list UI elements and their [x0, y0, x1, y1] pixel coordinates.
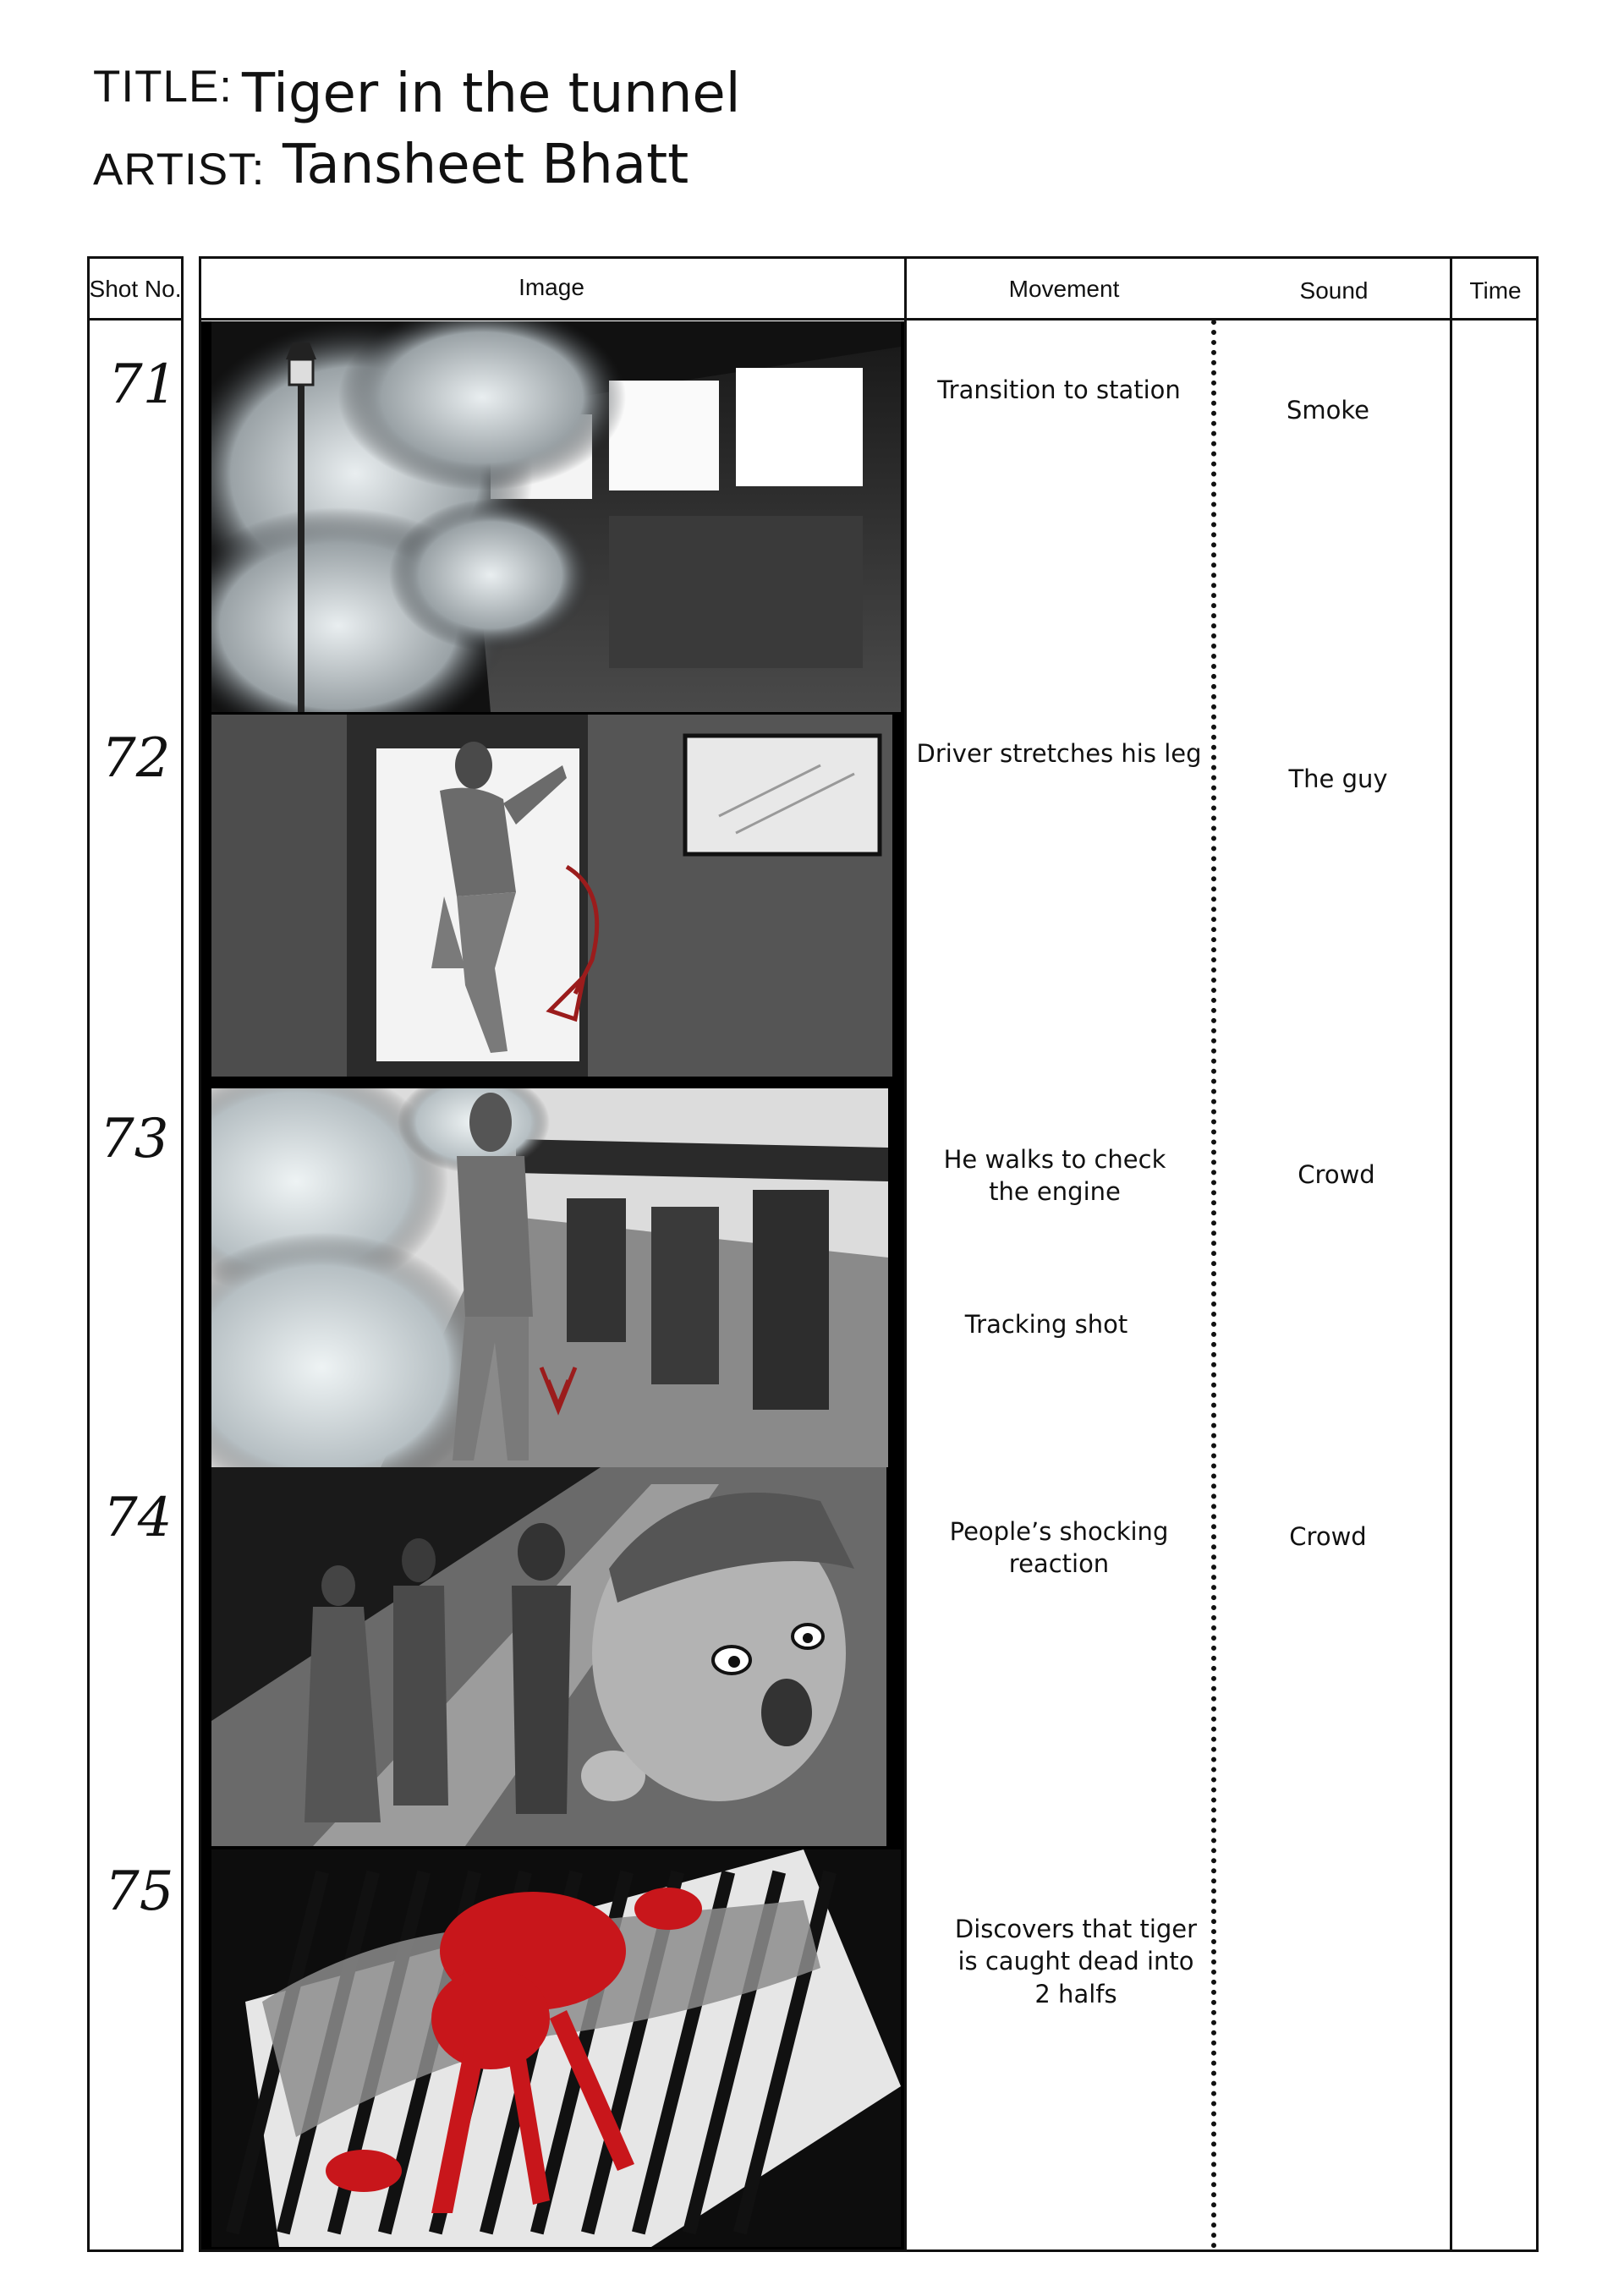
man-walking-platform-drawing: [211, 1088, 888, 1467]
col-header-image: Image: [518, 274, 584, 300]
driver-in-doorway-drawing: [211, 715, 892, 1077]
shot-number: 74: [103, 1487, 173, 1549]
movement-text: Discovers that tiger is caught dead into 2 halfs: [954, 1915, 1198, 2008]
movement-text: People’s shocking reaction: [949, 1517, 1169, 1579]
movement-text-extra: Tracking shot: [964, 1310, 1128, 1339]
shot-number: 75: [105, 1860, 174, 1923]
movement-text: Driver stretches his leg: [916, 739, 1202, 768]
col-header-sound: Sound: [1299, 277, 1369, 304]
artist-label: ARTIST:: [93, 145, 266, 195]
header-divider: [199, 318, 1539, 321]
sound-text: The guy: [1288, 764, 1388, 793]
col-header-shot-no: Shot No.: [89, 276, 182, 302]
movement-text: He walks to check the engine: [943, 1145, 1166, 1207]
shot-header-divider: [87, 318, 184, 321]
shot-number: 73: [100, 1108, 169, 1170]
movement-text: Transition to station: [937, 375, 1181, 404]
sound-text: Crowd: [1298, 1160, 1375, 1189]
col-header-movement: Movement: [1008, 276, 1120, 302]
image-column-divider: [904, 256, 907, 2252]
shot-number: 71: [108, 353, 178, 416]
shocked-crowd-drawing: [211, 1467, 886, 1846]
shot-number: 72: [102, 727, 171, 790]
dead-tiger-on-tracks-drawing: [211, 1849, 901, 2247]
movement-sound-dotted-divider: [1211, 320, 1216, 2249]
sound-text: Smoke: [1286, 396, 1369, 425]
title-value: Tiger in the tunnel: [242, 63, 741, 125]
col-header-time: Time: [1469, 277, 1522, 304]
title-label: TITLE:: [93, 62, 233, 112]
sound-text: Crowd: [1289, 1522, 1367, 1551]
station-smoke-lamp-drawing: [211, 321, 901, 712]
time-column-divider: [1450, 256, 1452, 2252]
shot-number-column: [87, 256, 184, 2252]
artist-value: Tansheet Bhatt: [283, 134, 689, 196]
